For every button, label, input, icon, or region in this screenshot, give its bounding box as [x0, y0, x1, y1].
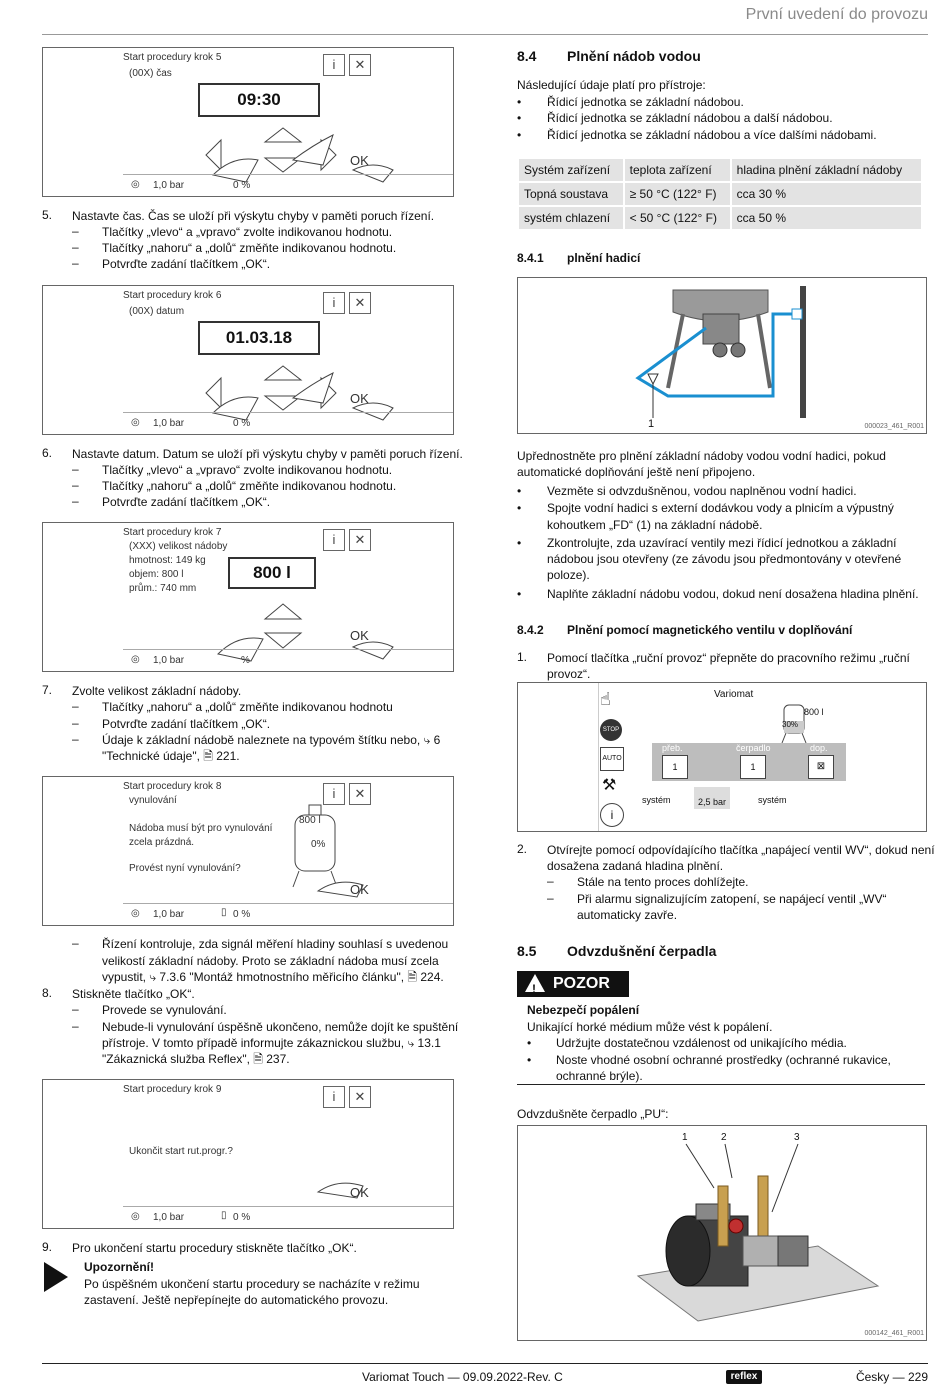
subsection-title: Plnění pomocí magnetického ventilu v doplňování	[567, 623, 853, 637]
screen-subtitle: vynulování	[129, 795, 177, 806]
stop-button[interactable]: STOP	[600, 719, 622, 741]
bullet-text: Řídicí jednotka se základní nádobou a více dalšími nádobami.	[547, 128, 877, 142]
ok-button[interactable]: OK	[350, 391, 369, 406]
refill-valve-icon[interactable]: ⊠	[808, 755, 834, 779]
zeroing-question: Provést nyní vynulování?	[129, 863, 241, 874]
step-text: dosažena zadaná hladina plnění.	[547, 859, 724, 873]
paragraph-text: Upřednostněte pro plnění základní nádoby vodou vodní hadici, pokud	[517, 449, 886, 463]
pressure-gauge-icon: ◎	[131, 908, 140, 919]
dash-bullet: –	[547, 874, 554, 888]
step-number: 9.	[42, 1240, 53, 1254]
substep-text: Tlačítky „nahoru“ a „dolů“ změňte indikovanou hodnotu.	[102, 241, 397, 255]
bullet-text: Zkontrolujte, zda uzavírací ventily mezi řídicí jednotkou a základní	[547, 536, 897, 550]
table-cell: Topná soustava	[519, 183, 623, 205]
bullet-text: Řídicí jednotka se základní nádobou.	[547, 95, 744, 109]
figure-callout: 3	[794, 1132, 800, 1143]
step-text: Otvírejte pomocí odpovídajícího tlačítka „napájecí ventil WV“, dokud není	[547, 843, 935, 857]
pressure-gauge-icon: ◎	[131, 654, 140, 665]
cross-reference-link[interactable]: vypustit, ⤷ 7.3.6 "Montáž hmotnostního měřicího článku", 🗎 224.	[102, 970, 444, 984]
fill-level-table	[517, 157, 923, 231]
caution-label: POZOR	[553, 975, 610, 992]
pump-figure	[517, 1125, 927, 1341]
close-icon[interactable]: ✕	[349, 529, 371, 551]
substep-text: Stále na tento proces dohlížejte.	[577, 875, 749, 889]
step-text: Nastavte čas. Čas se uloží při výskytu chyby v paměti poruch řízení.	[72, 209, 435, 223]
note-text: Po úspěšném ukončení startu procedury se nacházíte v režimu	[84, 1277, 420, 1291]
dash-bullet: –	[72, 494, 79, 508]
footer-page-number: Česky — 229	[855, 1370, 928, 1384]
intro-text: Následující údaje platí pro přístroje:	[517, 78, 706, 92]
variomat-ui-figure	[517, 682, 927, 832]
substep-text: Tlačítky „vlevo“ a „vpravo“ zvolte indikovanou hodnotu.	[102, 225, 393, 239]
hand-icon[interactable]: ☝	[600, 689, 611, 709]
dash-bullet: –	[72, 240, 79, 254]
footer-doc-info: Variomat Touch — 09.09.2022-Rev. C	[362, 1370, 563, 1384]
close-icon[interactable]: ✕	[349, 292, 371, 314]
figure-callout: 2	[721, 1132, 727, 1143]
status-divider	[123, 649, 453, 650]
pressure-gauge-icon: ◎	[131, 417, 140, 428]
ui-divider	[598, 683, 599, 831]
pressure-value: 1,0 bar	[153, 909, 185, 920]
substep-text: Nebude-li vynulování úspěšně ukončeno, nemůže dojít ke spuštění	[102, 1020, 459, 1034]
substep-text: Tlačítky „vlevo“ a „vpravo“ zvolte indikovanou hodnotu.	[102, 463, 393, 477]
dash-bullet: –	[72, 462, 79, 476]
screen-subtitle: (00X) čas	[129, 68, 172, 79]
pressure-gauge-icon: ◎	[131, 1211, 140, 1222]
figure-callout: 1	[682, 1132, 688, 1143]
hose-filling-figure	[517, 277, 927, 434]
table-cell: ≥ 50 °C (122° F)	[625, 183, 730, 205]
screen-subtitle: (00X) datum	[129, 306, 185, 317]
bullet-dot: •	[517, 95, 522, 109]
info-icon[interactable]: i	[323, 292, 345, 314]
screen-title: Start procedury krok 7	[123, 527, 222, 538]
screen-step-8	[42, 776, 454, 926]
substep-text: Řízení kontroluje, zda signál měření hladiny souhlasí s uvedenou	[102, 937, 449, 951]
system-label: systém	[642, 795, 671, 805]
auto-button[interactable]: AUTO	[600, 747, 624, 771]
bullet-dot: •	[527, 1036, 532, 1050]
info-icon[interactable]: i	[323, 529, 345, 551]
bullet-text: nádobou jsou otevřeny (ze závodu jsou předmontovány v otevřené	[547, 552, 902, 566]
overflow-valve-button[interactable]: 1	[662, 755, 688, 779]
substep-text: Potvrďte zadání tlačítkem „OK“.	[102, 717, 271, 731]
info-icon[interactable]: i	[323, 54, 345, 76]
ui-title: Variomat	[714, 689, 754, 700]
info-icon[interactable]: i	[600, 803, 624, 827]
table-header-cell: teplota zařízení	[625, 159, 730, 181]
bullet-text: poloze).	[547, 568, 590, 582]
step-number: 1.	[517, 650, 528, 664]
cross-reference-link[interactable]: "Zákaznická služba Reflex", 🗎 237.	[102, 1052, 290, 1066]
vessel-level: 30%	[782, 720, 799, 729]
pressure-value: 1,0 bar	[153, 418, 185, 429]
step-number: 8.	[42, 986, 53, 1000]
vessel-level: 0%	[311, 839, 326, 850]
section-title: Plnění nádob vodou	[567, 48, 701, 64]
bullet-text: ochranné brýle).	[556, 1069, 643, 1083]
step-text: Zvolte velikost základní nádoby.	[72, 684, 242, 698]
step-text: Pro ukončení startu procedury stiskněte tlačítko „OK“.	[72, 1241, 357, 1255]
exclamation-icon: !	[532, 982, 536, 996]
dash-bullet: –	[547, 891, 554, 905]
system-pressure: 2,5 bar	[694, 787, 730, 809]
step-number: 2.	[517, 842, 528, 856]
bullet-text: Udržujte dostatečnou vzdálenost od unikajícího média.	[556, 1036, 847, 1050]
table-header-cell: hladina plnění základní nádoby	[732, 159, 921, 181]
table-cell: < 50 °C (122° F)	[625, 207, 730, 229]
figure-reference: 000142_461_R001	[864, 1330, 924, 1337]
table-header-row	[519, 159, 921, 181]
bullet-dot: •	[517, 587, 522, 601]
reflex-logo: reflex	[726, 1370, 762, 1384]
finish-question: Ukončit start rut.progr.?	[129, 1146, 233, 1157]
table-header-cell: Systém zařízení	[519, 159, 623, 181]
note-arrow-icon	[44, 1262, 70, 1292]
dash-bullet: –	[72, 1002, 79, 1016]
level-value: 0 %	[233, 180, 251, 191]
figure-reference: 000023_461_R001	[864, 423, 924, 430]
dash-bullet: –	[72, 1019, 79, 1033]
pressure-value: 1,0 bar	[153, 180, 185, 191]
substep-text: automaticky zavře.	[577, 908, 678, 922]
caution-banner	[517, 971, 629, 997]
ok-button[interactable]: OK	[350, 882, 369, 897]
system-label: systém	[758, 795, 787, 805]
bullet-text: Spojte vodní hadici s externí dodávkou vody a plnicím a výpustný	[547, 501, 894, 515]
bullet-text: Noste vhodné osobní ochranné prostředky (ochranné rukavice,	[556, 1053, 891, 1067]
screen-title: Start procedury krok 9	[123, 1084, 222, 1095]
info-icon[interactable]: i	[323, 783, 345, 805]
substep-text: Při alarmu signalizujícím zatopení, se napájecí ventil „WV“	[577, 892, 887, 906]
tank-weight: hmotnost: 149 kg	[129, 555, 206, 566]
step-text: Pomocí tlačítka „ruční provoz“ přepněte do pracovního režimu „ruční	[547, 651, 910, 665]
level-value: 0 %	[233, 418, 251, 429]
paragraph-text: automatické doplňování ještě není připojeno.	[517, 465, 756, 479]
overflow-label: přeb.	[662, 743, 683, 753]
status-divider	[123, 1206, 453, 1207]
hazard-title: Nebezpečí popálení	[527, 1003, 640, 1017]
bullet-dot: •	[527, 1053, 532, 1067]
pressure-value: 1,0 bar	[153, 655, 185, 666]
level-value: 0 %	[233, 909, 251, 920]
close-icon[interactable]: ✕	[349, 1086, 371, 1108]
step-number: 6.	[42, 446, 53, 460]
step-text: Stiskněte tlačítko „OK“.	[72, 987, 195, 1001]
bullet-text: Vezměte si odvzdušněnou, vodou naplněnou vodní hadici.	[547, 484, 857, 498]
step-text: Nastavte datum. Datum se uloží při výskytu chyby v paměti poruch řízení.	[72, 447, 463, 461]
pump-instruction: Odvzdušněte čerpadlo „PU“:	[517, 1107, 669, 1121]
ok-button[interactable]: OK	[350, 153, 369, 168]
substep-text: Potvrďte zadání tlačítkem „OK“.	[102, 257, 271, 271]
screen-title: Start procedury krok 8	[123, 781, 222, 792]
close-icon[interactable]: ✕	[349, 54, 371, 76]
dash-bullet: –	[72, 224, 79, 238]
subsection-number: 8.4.1	[517, 251, 544, 265]
pump-label: čerpadlo	[736, 743, 771, 753]
dash-bullet: –	[72, 732, 79, 746]
subsection-title: plnění hadicí	[567, 251, 641, 265]
vessel-volume: 800 l	[299, 815, 321, 826]
level-value: 0 %	[233, 1212, 251, 1223]
bullet-dot: •	[517, 484, 522, 498]
date-value[interactable]: 01.03.18	[198, 321, 320, 355]
hazard-text: Unikající horké médium může vést k popálení.	[527, 1020, 773, 1034]
figure-callout: 1	[648, 418, 655, 430]
step-number: 7.	[42, 683, 53, 697]
vessel-hose-illustration-icon	[518, 278, 926, 433]
pump-button[interactable]: 1	[740, 755, 766, 779]
screen-step-5	[42, 47, 454, 197]
screen-step-9	[42, 1079, 454, 1229]
tank-diameter: prům.: 740 mm	[129, 583, 197, 594]
substep-text: Potvrďte zadání tlačítkem „OK“.	[102, 495, 271, 509]
screen-title: Start procedury krok 6	[123, 290, 222, 301]
dash-bullet: –	[72, 699, 79, 713]
substep-text: přístroje. V tomto případě informujte zákaznickou službu, ⤷ 13.1	[102, 1036, 441, 1050]
dash-bullet: –	[72, 716, 79, 730]
pressure-gauge-icon: ◎	[131, 179, 140, 190]
tank-volume: objem: 800 l	[129, 569, 184, 580]
page-header-title: První uvedení do provozu	[745, 6, 928, 23]
substep-text: velikostí základní nádoby. Proto se základní nádoba musí zcela	[102, 954, 439, 968]
level-bar-icon: ▯	[221, 1210, 227, 1221]
table-cell: cca 30 %	[732, 183, 921, 205]
substep-text: Tlačítky „nahoru“ a „dolů“ změňte indikovanou hodnotu	[102, 700, 393, 714]
substep-text: Provede se vynulování.	[102, 1003, 227, 1017]
table-cell: systém chlazení	[519, 207, 623, 229]
table-cell: cca 50 %	[732, 207, 921, 229]
close-icon[interactable]: ✕	[349, 783, 371, 805]
screen-step-6	[42, 285, 454, 435]
zeroing-message-line2: zcela prázdná.	[129, 837, 195, 848]
cross-reference-link[interactable]: "Technické údaje", 🗎 221.	[102, 749, 240, 763]
substep-text: Údaje k základní nádobě naleznete na typovém štítku nebo, ⤷ 6	[102, 733, 441, 747]
step-number: 5.	[42, 208, 53, 222]
note-text: zastavení. Ještě nepřepínejte do automatického provozu.	[84, 1293, 389, 1307]
caution-end-line	[517, 1084, 925, 1085]
bullet-dot: •	[517, 536, 522, 550]
status-divider	[123, 412, 453, 413]
bullet-text: kohoutkem „FD“ (1) na základní nádobě.	[547, 518, 763, 532]
pump-illustration-icon	[518, 1126, 926, 1340]
info-icon[interactable]: i	[323, 1086, 345, 1108]
ok-button[interactable]: OK	[350, 628, 369, 643]
footer-divider	[42, 1363, 928, 1364]
section-number: 8.5	[517, 943, 537, 959]
section-number: 8.4	[517, 48, 537, 64]
table-row	[519, 207, 921, 229]
header-divider	[42, 34, 928, 35]
dash-bullet: –	[72, 936, 79, 950]
note-title: Upozornění!	[84, 1260, 154, 1274]
pressure-value: 1,0 bar	[153, 1212, 185, 1223]
bullet-dot: •	[517, 128, 522, 142]
bullet-dot: •	[517, 111, 522, 125]
table-row	[519, 183, 921, 205]
level-bar-icon: ▯	[221, 907, 227, 918]
bullet-dot: •	[517, 501, 522, 515]
bullet-text: Řídicí jednotka se základní nádobou a další nádobou.	[547, 111, 833, 125]
screen-title: Start procedury krok 5	[123, 52, 222, 63]
ok-button[interactable]: OK	[350, 1185, 369, 1200]
bullet-text: Naplňte základní nádobu vodou, dokud není dosažena hladina plnění.	[547, 587, 919, 601]
time-value[interactable]: 09:30	[198, 83, 320, 117]
dash-bullet: –	[72, 478, 79, 492]
wrench-icon[interactable]: ⚒	[602, 777, 617, 794]
status-divider	[123, 903, 453, 904]
status-divider	[123, 174, 453, 175]
level-value: %	[241, 655, 250, 666]
refill-label: dop.	[810, 743, 828, 753]
substep-text: Tlačítky „nahoru“ a „dolů“ změňte indikovanou hodnotu.	[102, 479, 397, 493]
section-title: Odvzdušnění čerpadla	[567, 943, 717, 959]
vessel-volume: 800 l	[804, 707, 824, 717]
dash-bullet: –	[72, 256, 79, 270]
step-text: provoz“.	[547, 667, 591, 681]
screen-subtitle: (XXX) velikost nádoby	[129, 541, 228, 552]
subsection-number: 8.4.2	[517, 623, 544, 637]
zeroing-message-line1: Nádoba musí být pro vynulování	[129, 823, 273, 834]
tank-size-value[interactable]: 800 l	[228, 557, 316, 589]
screen-step-7	[42, 522, 454, 672]
